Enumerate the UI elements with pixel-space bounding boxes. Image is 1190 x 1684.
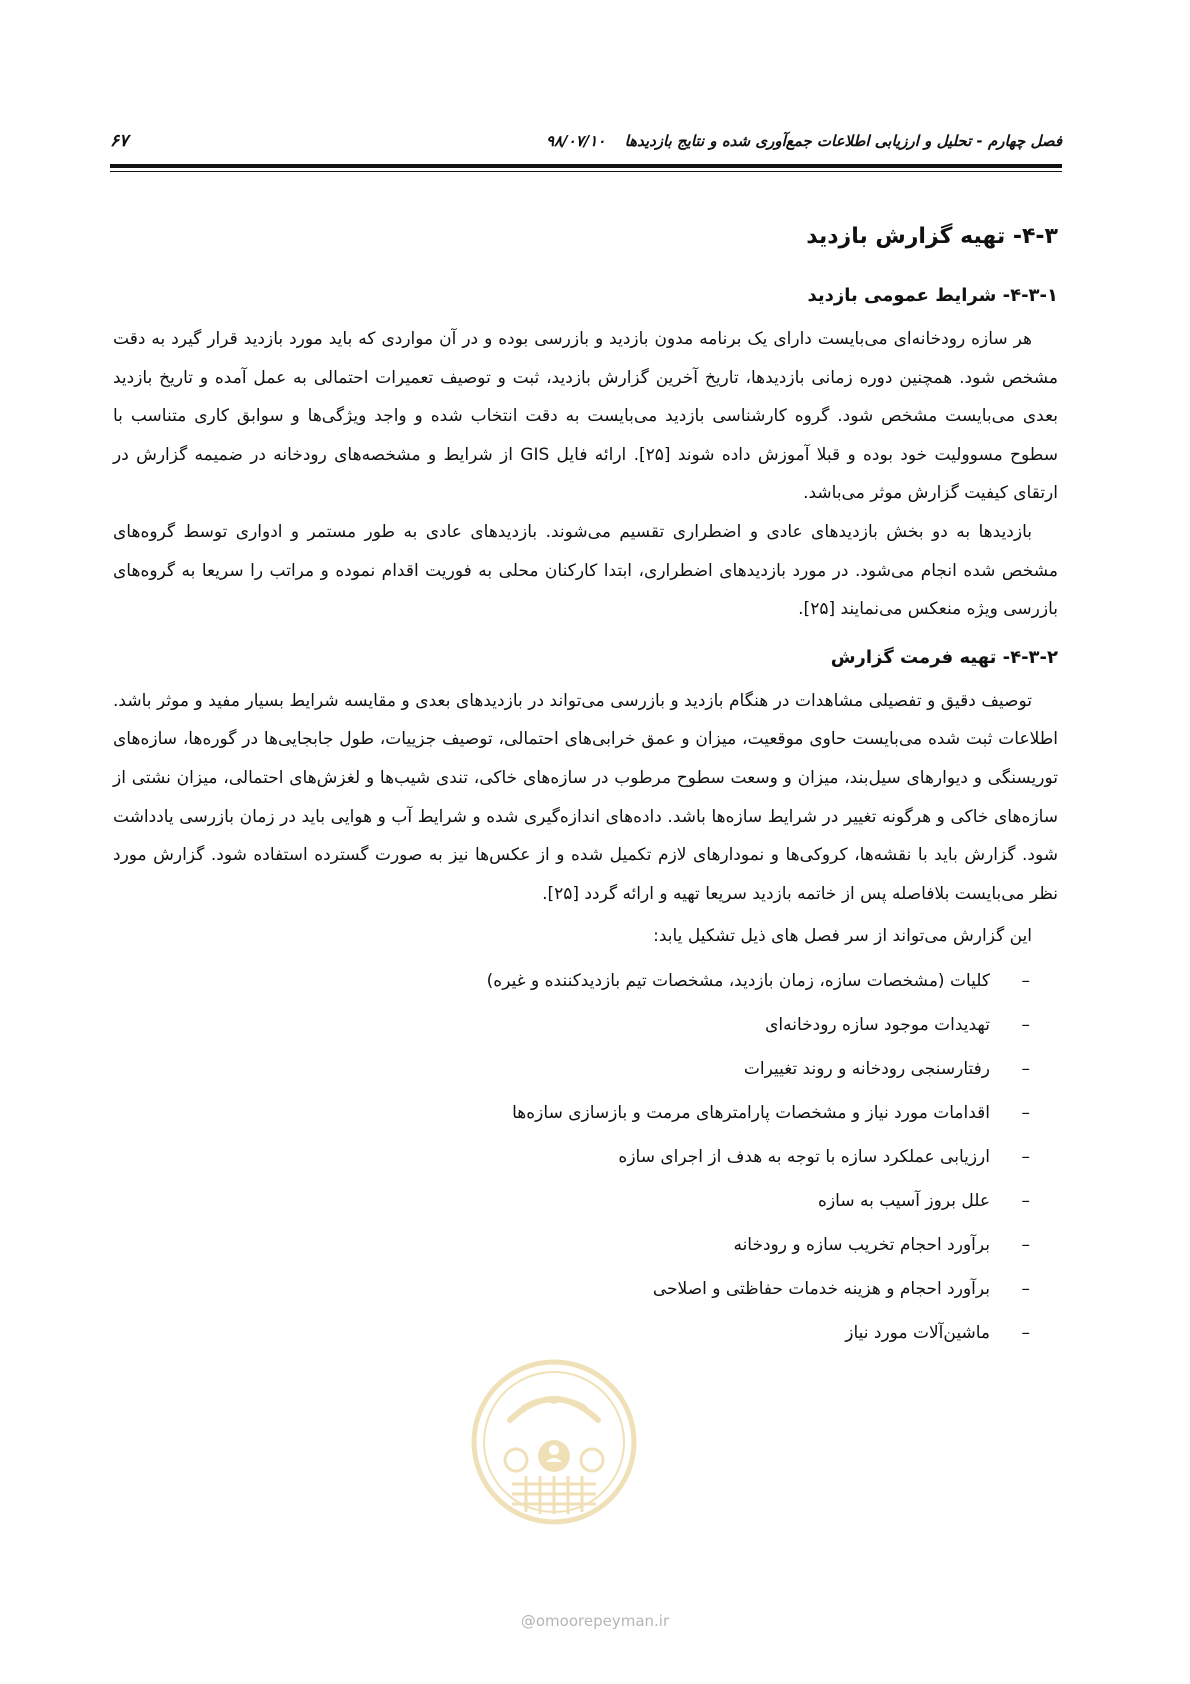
list-item-text: اقدامات مورد نیاز و مشخصات پارامترهای مرمت و بازسازی سازه‌ها	[512, 1103, 990, 1124]
watermark-url: @omoorepeyman.ir	[520, 1612, 670, 1630]
subsection-heading-report-format: ۴-۳-۲- تهیه فرمت گزارش	[830, 646, 1058, 668]
list-item-text: کلیات (مشخصات سازه، زمان بازدید، مشخصات تیم بازدیدکننده و غیره)	[486, 971, 990, 992]
list-item	[113, 1179, 1030, 1223]
report-sections-list	[113, 959, 1058, 1355]
list-item	[113, 1223, 1030, 1267]
page-number: ۶۷	[110, 131, 129, 151]
list-item	[113, 1135, 1030, 1179]
watermark-seal	[470, 1358, 638, 1526]
dash-bullet: –	[1021, 1235, 1030, 1256]
running-title: فصل چهارم - تحلیل و ارزیابی اطلاعات جمع‌آوری شده و نتایج بازدیدها	[624, 132, 1062, 150]
list-item-text: برآورد احجام و هزینه خدمات حفاظتی و اصلاحی	[652, 1279, 990, 1300]
list-item-text: علل بروز آسیب به سازه	[818, 1191, 990, 1212]
list-item-text: تهدیدات موجود سازه رودخانه‌ای	[765, 1015, 990, 1036]
list-item	[113, 1003, 1030, 1047]
list-item-text: ماشین‌آلات مورد نیاز	[845, 1323, 990, 1344]
list-item	[113, 1047, 1030, 1091]
list-intro: این گزارش می‌تواند از سر فصل های ذیل تشکیل یابد:	[653, 926, 1032, 947]
dash-bullet: –	[1021, 1015, 1030, 1036]
dash-bullet: –	[1021, 971, 1030, 992]
dash-bullet: –	[1021, 1103, 1030, 1124]
list-item	[113, 1267, 1030, 1311]
header-rule-thick	[110, 164, 1062, 168]
list-item-text: برآورد احجام تخریب سازه و رودخانه	[733, 1235, 990, 1256]
list-item-text: ارزیابی عملکرد سازه با توجه به هدف از اجرای سازه	[618, 1147, 990, 1168]
page-body	[113, 210, 1058, 1355]
dash-bullet: –	[1021, 1059, 1030, 1080]
dash-bullet: –	[1021, 1191, 1030, 1212]
dash-bullet: –	[1021, 1323, 1030, 1344]
subsection-heading-general-conditions: ۴-۳-۱- شرایط عمومی بازدید	[807, 285, 1058, 306]
dash-bullet: –	[1021, 1279, 1030, 1300]
list-item-text: رفتارسنجی رودخانه و روند تغییرات	[743, 1059, 990, 1080]
paragraph: هر سازه رودخانه‌ای می‌بایست دارای یک برنامه مدون بازدید و بازرسی بوده و در آن مواردی که باید مورد بازدید قرار گیرد به دقت مشخص شود. همچنین دوره زمانی بازدیدها، تاریخ آخرین گزارش بازدید، ثبت و توصیف تعمیرات احتمالی به عمل آمده و تاریخ بازدید بعدی می‌بایست مشخص شود. گروه کارشناسی بازدید می‌بایست به دقت انتخاب شده و واجد ویژگی‌ها و سوابق کاری متناسب با سطوح مسوولیت خود بوده و قبلا آموزش داده شوند [۲۵]. ارائه فایل GIS از شرایط و مشخصه‌های رودخانه در ضمیمه گزارش در ارتقای کیفیت گزارش موثر می‌باشد.	[113, 329, 1058, 504]
header-date: ۹۸/۰۷/۱۰	[546, 132, 606, 150]
list-item	[113, 1091, 1030, 1135]
header-rule-thin	[110, 171, 1062, 172]
dash-bullet: –	[1021, 1147, 1030, 1168]
running-header	[546, 132, 1062, 150]
page-header	[110, 128, 1062, 154]
paragraph: توصیف دقیق و تفصیلی مشاهدات در هنگام بازدید و بازرسی می‌تواند در بازدیدهای بعدی و مقایسه شرایط بسیار مفید و موثر باشد. اطلاعات ثبت شده می‌بایست حاوی موقعیت، میزان و عمق خرابی‌های احتمالی، توصیف جزییات، طول جابجایی‌ها در گوره‌ها، سازه‌های توریسنگی و دیوارهای سیل‌بند، میزان و وسعت سطوح مرطوب در سازه‌های خاکی، تندی شیب‌ها و لغزش‌های احتمالی، میزان نشتی از سازه‌های خاکی و هرگونه تغییر در شرایط سازه‌ها باشد. داده‌های اندازه‌گیری شده و شرایط آب و هوایی باید در زمان بازرسی یادداشت شود. گزارش باید با نقشه‌ها، کروکی‌ها و نمودارهای لازم تکمیل شده و از عکس‌ها نیز به صورت گسترده استفاده شود. گزارش مورد نظر می‌بایست بلافاصله پس از خاتمه بازدید سریعا تهیه و ارائه گردد [۲۵].	[113, 690, 1058, 904]
list-item	[113, 959, 1030, 1003]
list-item	[113, 1311, 1030, 1355]
paragraph: بازدیدها به دو بخش بازدیدهای عادی و اضطراری تقسیم می‌شوند. بازدیدهای عادی به طور مستمر و ادواری توسط گروه‌های مشخص شده انجام می‌شود. در مورد بازدیدهای اضطراری، ابتدا کارکنان محلی به فوریت اقدام نموده و مراتب را سریعا به گروه‌های بازرسی ویژه منعکس می‌نمایند [۲۵].	[113, 521, 1058, 620]
section-heading: ۴-۳- تهیه گزارش بازدید	[806, 224, 1058, 249]
